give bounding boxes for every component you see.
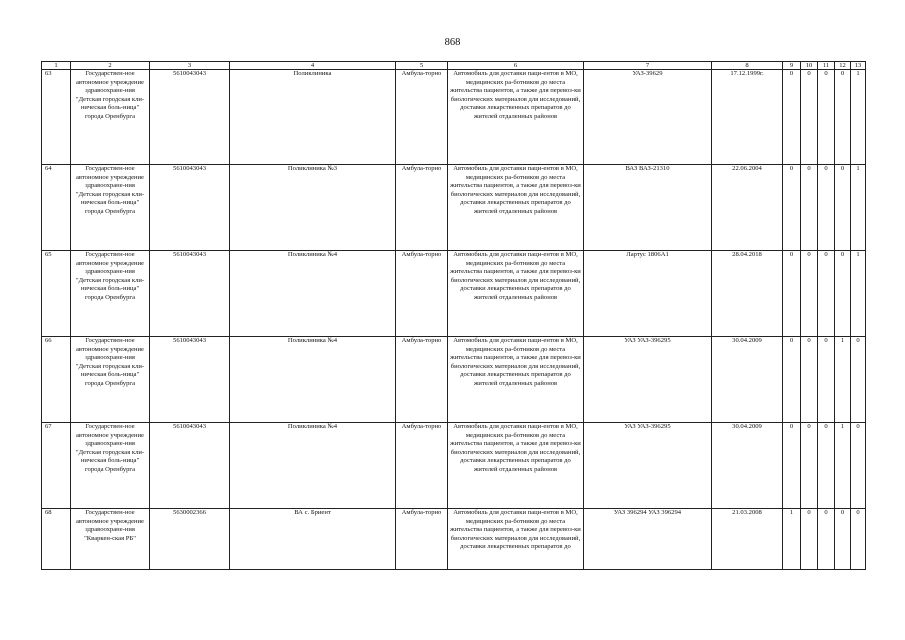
count-cell: 0 bbox=[835, 70, 851, 165]
column-header: 3 bbox=[150, 62, 230, 70]
organization-cell: Государствен-ное автономное учреждение здравоохране-ния "Кваркен-ская РБ" bbox=[71, 509, 150, 570]
column-header: 1 bbox=[42, 62, 71, 70]
count-cell: 1 bbox=[783, 509, 801, 570]
row-number: 67 bbox=[42, 423, 71, 509]
purpose-cell: Автомобиль для доставки паци-ентов в МО, медицинских ра-ботников до места жительства пациентов, а также для перевоз-ки биологических материалов для исследований, доставки лекарственных препаратов до жителей отдаленных районов bbox=[448, 165, 584, 251]
vehicles-table bbox=[41, 61, 866, 570]
count-cell: 0 bbox=[783, 337, 801, 423]
inn-cell: 5610043043 bbox=[150, 70, 230, 165]
unit-cell: Поликлиника №4 bbox=[230, 423, 396, 509]
count-cell: 0 bbox=[835, 165, 851, 251]
count-cell: 0 bbox=[801, 251, 818, 337]
count-cell: 0 bbox=[851, 423, 866, 509]
count-cell: 0 bbox=[801, 337, 818, 423]
count-cell: 0 bbox=[818, 70, 835, 165]
count-cell: 0 bbox=[851, 509, 866, 570]
date-cell: 30.04.2009 bbox=[712, 337, 783, 423]
date-cell: 17.12.1999г. bbox=[712, 70, 783, 165]
count-cell: 0 bbox=[801, 70, 818, 165]
count-cell: 0 bbox=[783, 251, 801, 337]
row-number: 63 bbox=[42, 70, 71, 165]
count-cell: 0 bbox=[801, 509, 818, 570]
count-cell: 1 bbox=[851, 70, 866, 165]
purpose-cell: Автомобиль для доставки паци-ентов в МО, медицинских ра-ботников до места жительства пациентов, а также для перевоз-ки биологических материалов для исследований, доставки лекарственных препаратов до жителей отдаленных районов bbox=[448, 423, 584, 509]
count-cell: 0 bbox=[783, 165, 801, 251]
table-row bbox=[42, 165, 866, 251]
count-cell: 0 bbox=[818, 251, 835, 337]
count-cell: 0 bbox=[801, 165, 818, 251]
care-type-cell: Амбула-торно bbox=[396, 509, 448, 570]
column-header: 8 bbox=[712, 62, 783, 70]
organization-cell: Государствен-ное автономное учреждение здравоохране-ния "Детская городская кли-ническая боль-ница" города Оренбурга bbox=[71, 337, 150, 423]
vehicle-cell: УАЗ 396294 УАЗ 396294 bbox=[584, 509, 712, 570]
care-type-cell: Амбула-торно bbox=[396, 251, 448, 337]
count-cell: 1 bbox=[851, 251, 866, 337]
count-cell: 0 bbox=[818, 337, 835, 423]
count-cell: 0 bbox=[818, 423, 835, 509]
count-cell: 0 bbox=[801, 423, 818, 509]
column-header: 11 bbox=[818, 62, 835, 70]
inn-cell: 5610043043 bbox=[150, 337, 230, 423]
vehicle-cell: УАЗ УАЗ-396295 bbox=[584, 423, 712, 509]
unit-cell: Поликлиника №4 bbox=[230, 251, 396, 337]
table-row bbox=[42, 423, 866, 509]
organization-cell: Государствен-ное автономное учреждение здравоохране-ния "Детская городская кли-ническая боль-ница" города Оренбурга bbox=[71, 165, 150, 251]
column-header: 5 bbox=[396, 62, 448, 70]
table-row bbox=[42, 509, 866, 570]
care-type-cell: Амбула-торно bbox=[396, 165, 448, 251]
column-number-row bbox=[42, 62, 866, 70]
date-cell: 21.03.2008 bbox=[712, 509, 783, 570]
row-number: 64 bbox=[42, 165, 71, 251]
care-type-cell: Амбула-торно bbox=[396, 423, 448, 509]
unit-cell: ВА с. Бриент bbox=[230, 509, 396, 570]
count-cell: 1 bbox=[851, 165, 866, 251]
vehicle-cell: ВАЗ ВАЗ-21310 bbox=[584, 165, 712, 251]
count-cell: 0 bbox=[835, 251, 851, 337]
count-cell: 0 bbox=[818, 165, 835, 251]
vehicle-cell: УАЗ УАЗ-396295 bbox=[584, 337, 712, 423]
inn-cell: 5610043043 bbox=[150, 423, 230, 509]
organization-cell: Государствен-ное автономное учреждение здравоохране-ния "Детская городская кли-ническая боль-ница" города Оренбурга bbox=[71, 251, 150, 337]
vehicle-cell: Лартус 1806А1 bbox=[584, 251, 712, 337]
inn-cell: 5610043043 bbox=[150, 251, 230, 337]
column-header: 12 bbox=[835, 62, 851, 70]
row-number: 66 bbox=[42, 337, 71, 423]
care-type-cell: Амбула-торно bbox=[396, 337, 448, 423]
date-cell: 22.06.2004 bbox=[712, 165, 783, 251]
table-row bbox=[42, 251, 866, 337]
purpose-cell: Автомобиль для доставки паци-ентов в МО, медицинских ра-ботников до места жительства пациентов, а также для перевоз-ки биологических материалов для исследований, доставки лекарственных препаратов до жителей отдаленных районов bbox=[448, 337, 584, 423]
care-type-cell: Амбула-торно bbox=[396, 70, 448, 165]
table-row bbox=[42, 337, 866, 423]
count-cell: 0 bbox=[783, 423, 801, 509]
table-row bbox=[42, 70, 866, 165]
column-header: 4 bbox=[230, 62, 396, 70]
column-header: 13 bbox=[851, 62, 866, 70]
unit-cell: Поликлиника bbox=[230, 70, 396, 165]
count-cell: 0 bbox=[783, 70, 801, 165]
date-cell: 28.04.2018 bbox=[712, 251, 783, 337]
inn-cell: 5630002366 bbox=[150, 509, 230, 570]
organization-cell: Государствен-ное автономное учреждение здравоохране-ния "Детская городская кли-ническая боль-ница" города Оренбурга bbox=[71, 70, 150, 165]
count-cell: 0 bbox=[835, 509, 851, 570]
vehicle-cell: УАЗ-39629 bbox=[584, 70, 712, 165]
date-cell: 30.04.2009 bbox=[712, 423, 783, 509]
row-number: 68 bbox=[42, 509, 71, 570]
column-header: 7 bbox=[584, 62, 712, 70]
organization-cell: Государствен-ное автономное учреждение здравоохране-ния "Детская городская кли-ническая боль-ница" города Оренбурга bbox=[71, 423, 150, 509]
purpose-cell: Автомобиль для доставки паци-ентов в МО, медицинских ра-ботников до места жительства пациентов, а также для перевоз-ки биологических материалов для исследований, доставки лекарственных препаратов до жителей отдаленных районов bbox=[448, 70, 584, 165]
count-cell: 1 bbox=[835, 337, 851, 423]
inn-cell: 5610043043 bbox=[150, 165, 230, 251]
row-number: 65 bbox=[42, 251, 71, 337]
unit-cell: Поликлиника №4 bbox=[230, 337, 396, 423]
column-header: 9 bbox=[783, 62, 801, 70]
purpose-cell: Автомобиль для доставки паци-ентов в МО, медицинских ра-ботников до места жительства пациентов, а также для перевоз-ки биологических материалов для исследований, доставки лекарственных препаратов до bbox=[448, 509, 584, 570]
column-header: 10 bbox=[801, 62, 818, 70]
count-cell: 0 bbox=[851, 337, 866, 423]
purpose-cell: Автомобиль для доставки паци-ентов в МО, медицинских ра-ботников до места жительства пациентов, а также для перевоз-ки биологических материалов для исследований, доставки лекарственных препаратов до жителей отдаленных районов bbox=[448, 251, 584, 337]
column-header: 6 bbox=[448, 62, 584, 70]
count-cell: 0 bbox=[818, 509, 835, 570]
column-header: 2 bbox=[71, 62, 150, 70]
unit-cell: Поликлиника №3 bbox=[230, 165, 396, 251]
count-cell: 1 bbox=[835, 423, 851, 509]
page-number: 868 bbox=[444, 37, 461, 48]
